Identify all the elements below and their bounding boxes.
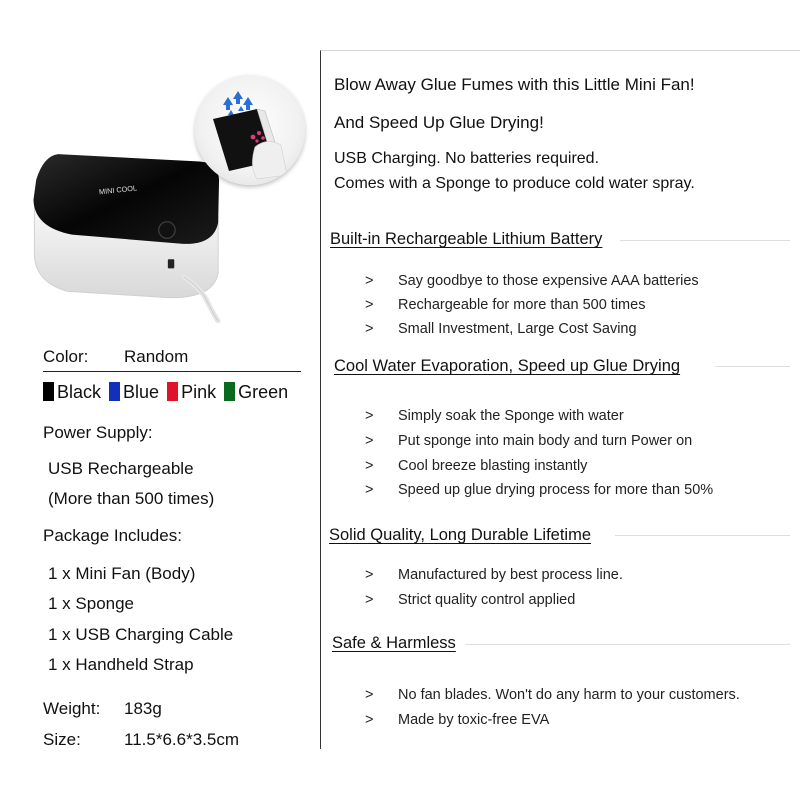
bullet-marker: > (365, 458, 374, 474)
usage-inset-image (195, 75, 305, 185)
feature-bullet (365, 567, 623, 583)
headline-primary: Blow Away Glue Fumes with this Little Mini Fan! (334, 75, 695, 94)
feature-bullet (365, 297, 645, 313)
package-item: 1 x Handheld Strap (48, 655, 194, 674)
intro-line: Comes with a Sponge to produce cold water spray. (334, 175, 695, 192)
product-image (28, 145, 243, 320)
swatch-black (43, 382, 54, 401)
swatch-green (224, 382, 235, 401)
color-spec-value: Random (124, 347, 189, 366)
section-title-quality: Solid Quality, Long Durable Lifetime (329, 526, 592, 544)
bullet-marker: > (365, 408, 374, 424)
bullet-marker: > (365, 592, 374, 608)
package-includes-title: Package Includes: (43, 526, 182, 545)
bullet-text: Small Investment, Large Cost Saving (398, 321, 637, 337)
bullet-marker: > (365, 273, 374, 289)
bullet-marker: > (365, 433, 374, 449)
bullet-text: Manufactured by best process line. (398, 567, 623, 583)
section-title-safety: Safe & Harmless (332, 634, 456, 652)
bullet-text: Cool breeze blasting instantly (398, 458, 588, 474)
section-title-evaporation: Cool Water Evaporation, Speed up Glue Drying (334, 357, 681, 375)
color-spec-label: Color: (43, 347, 89, 366)
bullet-text: No fan blades. Won't do any harm to your customers. (398, 687, 740, 703)
feature-bullet (365, 482, 713, 498)
power-supply-line: USB Rechargeable (48, 459, 194, 478)
feature-bullet (365, 592, 575, 608)
weight-value: 183g (124, 699, 162, 718)
bullet-text: Strict quality control applied (398, 592, 576, 608)
intro-line: USB Charging. No batteries required. (334, 150, 600, 167)
bullet-text: Made by toxic-free EVA (398, 712, 550, 728)
bullet-text: Rechargeable for more than 500 times (398, 297, 646, 313)
feature-bullet (365, 458, 587, 474)
bullet-text: Speed up glue drying process for more than 50% (398, 482, 714, 498)
feature-bullet (365, 433, 692, 449)
feature-bullet (365, 321, 637, 337)
color-spec-row (43, 345, 301, 372)
feature-bullet (365, 712, 549, 728)
color-swatch-list (43, 382, 291, 403)
feature-bullet (365, 273, 699, 289)
feature-bullet (365, 687, 740, 703)
bullet-text: Simply soak the Sponge with water (398, 408, 624, 424)
section-divider (615, 535, 790, 536)
swatch-blue (109, 382, 120, 401)
swatch-label-green: Green (238, 382, 289, 402)
bullet-marker: > (365, 482, 374, 498)
bullet-text: Say goodbye to those expensive AAA batteries (398, 273, 699, 289)
power-supply-title: Power Supply: (43, 423, 153, 442)
package-item: 1 x USB Charging Cable (48, 625, 234, 644)
swatch-pink (167, 382, 178, 401)
size-value: 11.5*6.6*3.5cm (124, 730, 239, 749)
section-title-battery: Built-in Rechargeable Lithium Battery (330, 230, 603, 248)
power-supply-line: (More than 500 times) (48, 489, 215, 508)
package-item: 1 x Sponge (48, 594, 135, 613)
bullet-marker: > (365, 712, 374, 728)
bullet-text: Put sponge into main body and turn Power on (398, 433, 693, 449)
section-divider (715, 366, 790, 367)
size-label: Size: (43, 730, 81, 749)
weight-label: Weight: (43, 699, 101, 718)
section-divider (465, 644, 790, 645)
swatch-label-black: Black (57, 382, 102, 402)
device-brand-label: MINI COOL (98, 183, 138, 197)
swatch-label-blue: Blue (123, 382, 160, 402)
package-item: 1 x Mini Fan (Body) (48, 564, 196, 583)
section-divider (620, 240, 790, 241)
usb-cable (178, 263, 238, 323)
spray-demo-icon (195, 75, 305, 185)
bullet-marker: > (365, 321, 374, 337)
feature-bullet (365, 408, 624, 424)
bullet-marker: > (365, 297, 374, 313)
headline-secondary: And Speed Up Glue Drying! (334, 113, 544, 132)
swatch-label-pink: Pink (181, 382, 217, 402)
bullet-marker: > (365, 567, 374, 583)
bullet-marker: > (365, 687, 374, 703)
